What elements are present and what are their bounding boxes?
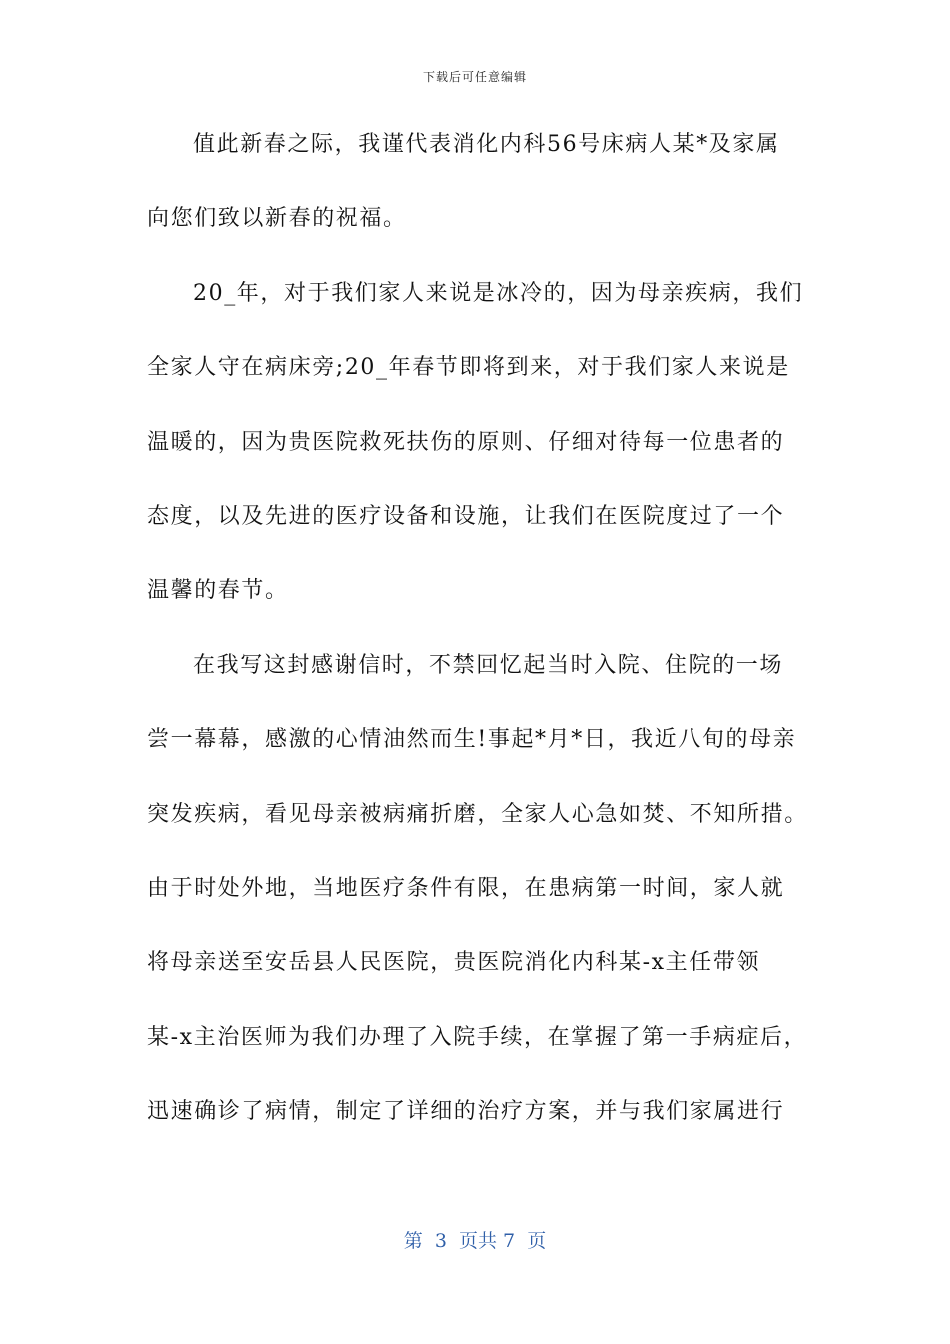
text-line: 突发疾病，看见母亲被病痛折磨，全家人心急如焚、不知所措。	[147, 801, 808, 827]
text-line: 20_年，对于我们家人来说是冰冷的，因为母亲疾病，我们	[193, 280, 804, 306]
text-line: 温馨的春节。	[147, 578, 289, 604]
text-line: 值此新春之际，我谨代表消化内科56号床病人某*及家属	[193, 132, 780, 157]
text-line: 将母亲送至安岳县人民医院，贵医院消化内科某-x主任带领	[147, 950, 761, 976]
text-line: 某-x主治医师为我们办理了入院手续，在掌握了第一手病症后，	[147, 1024, 808, 1050]
text-line: 全家人守在病床旁;20_年春节即将到来，对于我们家人来说是	[147, 355, 790, 381]
text-line: 由于时处外地，当地医疗条件有限，在患病第一时间，家人就	[147, 875, 785, 901]
page-number-footer: 第 3 页共 7 页	[403, 1230, 547, 1252]
text-line: 向您们致以新春的祝福。	[147, 206, 407, 232]
text-line: 迅速确诊了病情，制定了详细的治疗方案，并与我们家属进行	[147, 1099, 785, 1125]
header-note: 下载后可任意编辑	[422, 70, 527, 84]
letter-body	[147, 126, 817, 1167]
text-line: 温暖的，因为贵医院救死扶伤的原则、仔细对待每一位患者的	[147, 429, 785, 455]
text-line: 尝一幕幕，感激的心情油然而生!事起*月*日，我近八旬的母亲	[147, 727, 797, 753]
text-line: 在我写这封感谢信时，不禁回忆起当时入院、住院的一场	[193, 652, 784, 678]
text-line: 态度，以及先进的医疗设备和设施，让我们在医院度过了一个	[147, 503, 785, 529]
